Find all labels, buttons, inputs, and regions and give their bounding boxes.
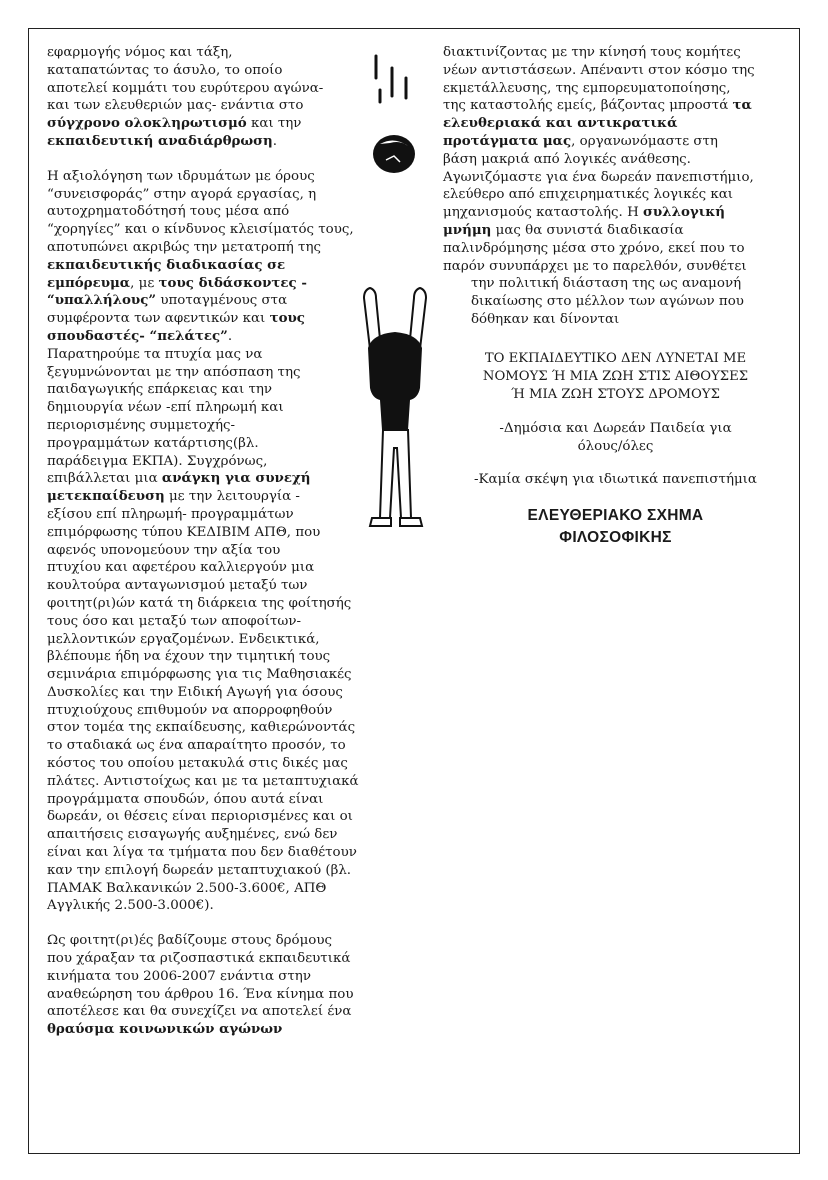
paragraph-student-movements bbox=[47, 932, 387, 1039]
bold-phrase: εκπαιδευτικής διαδικασίας σε εμπόρευμα bbox=[47, 256, 286, 291]
figure-juggling-ball-icon bbox=[350, 48, 440, 548]
bold-phrase: ανάγκη για συνεχή μετεκπαίδευση bbox=[47, 470, 311, 505]
text-run: και την bbox=[250, 116, 302, 132]
paragraph-academic-asylum bbox=[47, 44, 387, 151]
text-run: , με bbox=[130, 275, 159, 291]
left-column bbox=[47, 44, 387, 1039]
bold-phrase: εκπαιδευτική αναδιάρθρωση bbox=[47, 132, 273, 149]
bold-phrase: σύγχρονο ολοκληρωτισμό bbox=[47, 115, 247, 132]
right-column bbox=[443, 44, 788, 549]
text-run: με την λειτουργία - εξίσου επί πληρωμή- προγραμμάτων επιμόρφωσης τύπου ΚΕΔΙΒΙΜ ΑΠΘ, που αφενός υπονομεύουν την αξία του πτυχίου και αφετέρου καλλιεργούν μια κουλτούρα ανταγωνισμού μεταξύ των φοιτητ(ρι)ών κατά τη διάρκεια της φοίτησής τους όσο και μεταξύ των αποφοίτων- μελλοντικών εργαζομένων. Ενδεικτικά, βλέπουμε ήδη να έχουν την τιμητική τους σεμινάρια επιμόρφωσης για τις Μαθησιακές Δυσκολίες και την Ειδική Αγωγή για όσους πτυχιούχους επιθυμούν να απορροφηθούν στον τομέα της εκπαίδευσης, καθιερώνοντάς το σταδιακά ως ένα απαραίτητο προσόν, το κόστος του οποίου μετακυλά στις δικές μας πλάτες. Αντιστοίχως και με τα μεταπτυχιακά προγράμματα σπουδών, όπου αυτά είναι δωρεάν, οι θέσεις είναι περιορισμένες και οι απαιτήσεις εισαγωγής αυξημένες, ενώ δεν είναι και λίγα τα τμήματα που δεν διαθέτουν καν την επιλογή δωρεάν μεταπτυχιακού (βλ. ΠΑΜΑΚ Βαλκανικών 2.500-3.600€, ΑΠΘ Αγγλικής 2.500-3.000€). bbox=[47, 489, 359, 914]
signature: ΕΛΕΥΘΕΡΙΑΚΟ ΣΧΗΜΑ ΦΙΛΟΣΟΦΙΚΗΣ bbox=[527, 507, 704, 547]
text-run: διακτινίζοντας με την κίνησή τους κομήτες νέων αντιστάσεων. Απέναντι στον κόσμο της εκμετάλλευσης, της εμπορευματοποίησης, της καταστολής εμείς, βάζοντας μπροστά bbox=[443, 45, 755, 114]
slogan: ΤΟ ΕΚΠΑΙΔΕΥΤΙΚΟ ΔΕΝ ΛΥΝΕΤΑΙ ΜΕ ΝΟΜΟΥΣ Ή ΜΙΑ ΖΩΗ ΣΤΙΣ ΑΙΘΟΥΣΕΣ Ή ΜΙΑ ΖΩΗ ΣΤΟΥΣ ΔΡΟΜΟΥΣ bbox=[482, 350, 749, 402]
bold-phrase: τους σπουδαστές- “πελάτες” bbox=[47, 310, 305, 344]
text-run: , οργανωνόμαστε στη βάση μακριά από λογικές ανάθεσης. Αγωνιζόμαστε για ένα δωρεάν πανεπιστήμιο, ελεύθερο από επιχειρηματικές λογικές και μηχανισμούς καταστολής. Η bbox=[443, 133, 754, 221]
bold-phrase: συλλογική μνήμη bbox=[443, 204, 725, 238]
text-run: . bbox=[272, 133, 278, 149]
paragraph-resistance bbox=[443, 44, 788, 275]
text-run: . Παρατηρούμε τα πτυχία μας να ξεγυμνώνονται με την απόσπαση της παιδαγωγικής επάρκειας και την δημιουργία νέων -επί πληρωμή και περιορισμένης συμμετοχής- προγραμμάτων κατάρτισης(βλ. παράδειγμα ΕΚΠΑ). Συγχρόνως, επιβάλλεται μια bbox=[47, 328, 301, 487]
bold-phrase: τους διδάσκοντες - “υπαλλήλους” bbox=[47, 274, 307, 309]
demand-no-private-universities: -Καμία σκέψη για ιδιωτικά πανεπιστήμια bbox=[474, 472, 757, 488]
paragraph-evaluation bbox=[47, 168, 387, 915]
text-run: εφαρμογής νόμος και τάξη, καταπατώντας το άσυλο, το οποίο αποτελεί κομμάτι του ευρύτερου αγώνα- και των ελευθεριών μας- ενάντια στο bbox=[47, 45, 324, 114]
bold-phrase: θραύσμα κοινωνικών αγώνων bbox=[47, 1021, 283, 1038]
text-run: μας θα συνιστά διαδικασία παλινδρόμησης μέσα στο χρόνο, εκεί που το παρόν συνυπάρχει με το παρελθόν, συνθέτει bbox=[443, 222, 747, 274]
text-run: Ως φοιτητ(ρι)ές βαδίζουμε στους δρόμους που χάραξαν τα ριζοσπαστικά εκπαιδευτικά κινήματα του 2006-2007 ενάντια στην αναθεώρηση του άρθρου 16. Ένα κίνημα που αποτέλεσε και θα συνεχίζει να αποτελεί ένα bbox=[47, 933, 354, 1020]
paragraph-political-dimension: την πολιτική διάσταση της ως αναμονή δικαίωσης στο μέλλον των αγώνων που δόθηκαν και δίνονται bbox=[471, 276, 744, 327]
demand-public-education: -Δημόσια και Δωρεάν Παιδεία για όλους/όλες bbox=[499, 420, 732, 454]
text-run: Η αξιολόγηση των ιδρυμάτων με όρους “συνεισφοράς” στην αγορά εργασίας, η αυτοχρηματοδότησή τους μέσα από “χορηγίες” και ο κίνδυνος κλεισίματός τους, αποτυπώνει ακριβώς την μετατροπή της bbox=[47, 168, 354, 255]
bold-phrase: τα ελευθεριακά και αντικρατικά προτάγματα μας bbox=[443, 97, 752, 149]
text-run: υποταγμένους στα συμφέροντα των αφεντικών και bbox=[47, 293, 288, 327]
